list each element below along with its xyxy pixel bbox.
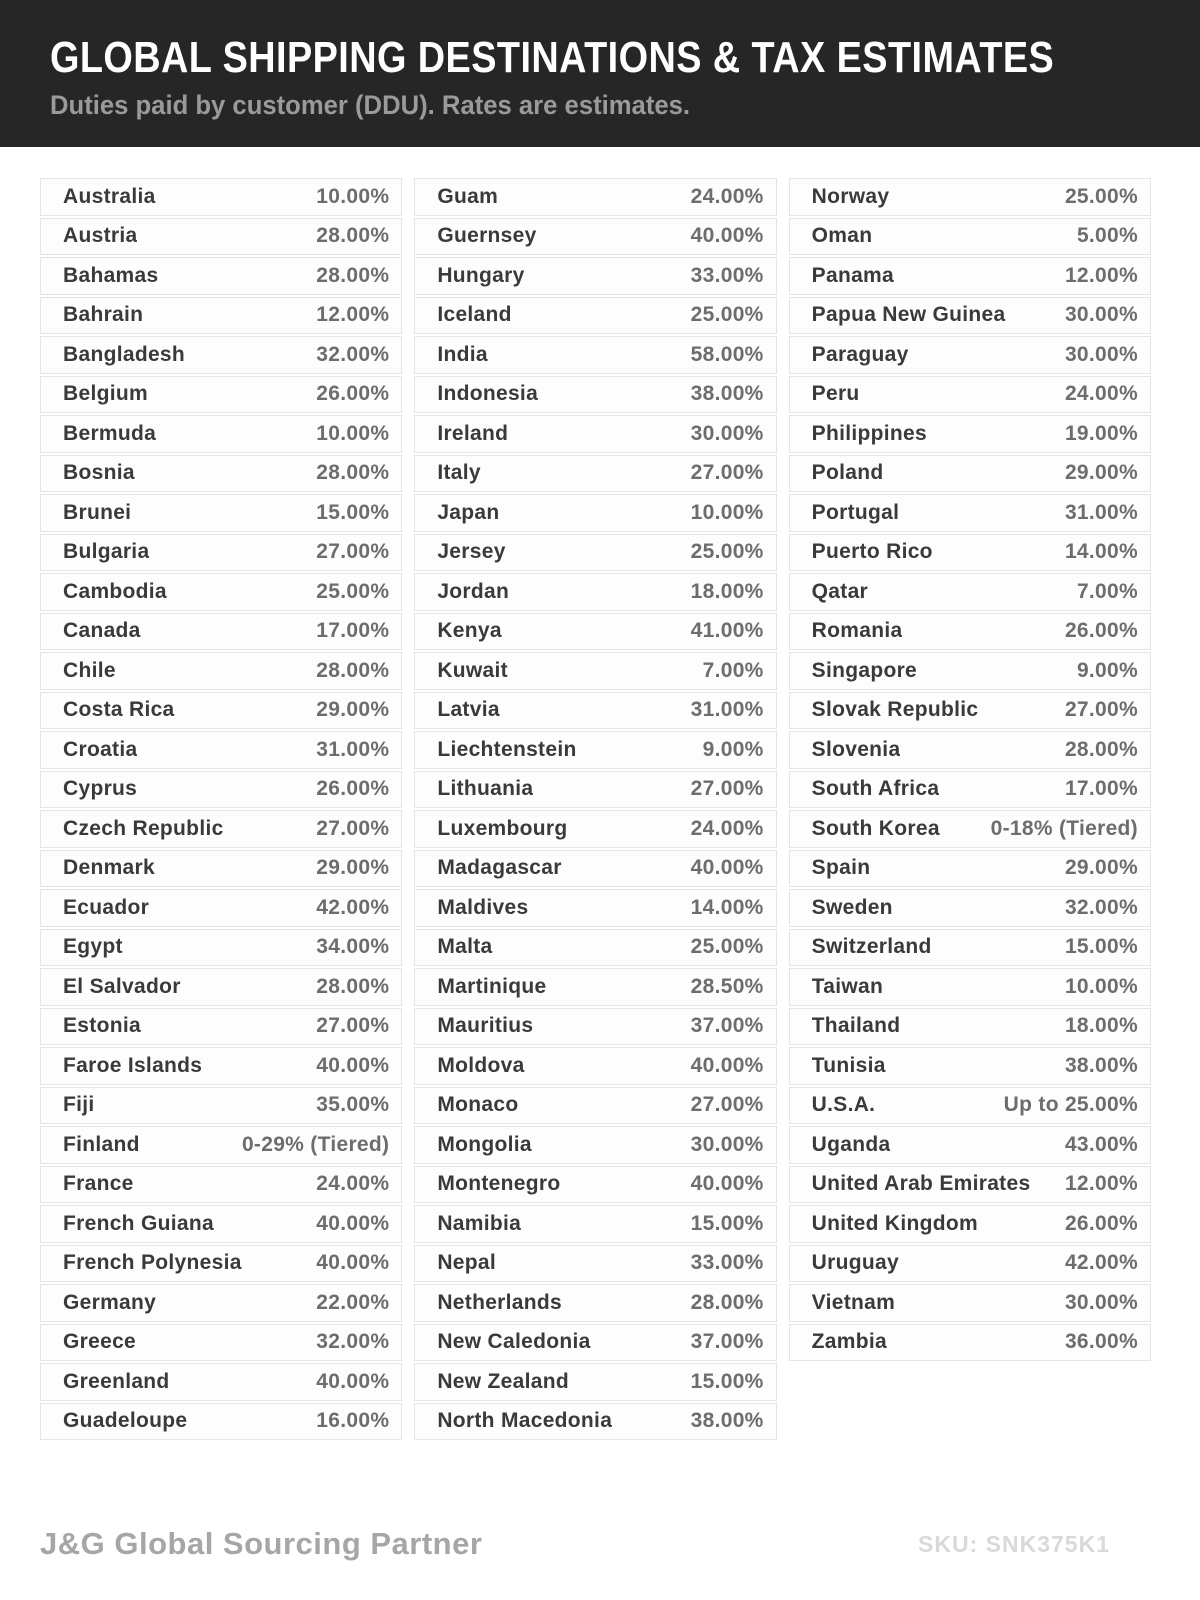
tax-rate: 24.00% [690, 816, 764, 840]
tax-rate: 25.00% [690, 303, 764, 327]
table-row [40, 336, 402, 374]
tax-rate: 28.00% [316, 461, 390, 485]
tax-rate: 30.00% [690, 421, 764, 445]
tax-rate: 27.00% [690, 1093, 764, 1117]
tax-rate: 25.00% [316, 579, 390, 603]
tax-rate: 27.00% [1064, 698, 1138, 722]
country-name: Portugal [811, 500, 900, 524]
rate-column-2 [414, 178, 776, 1442]
table-row [414, 494, 776, 532]
tax-rate: 15.00% [690, 1211, 764, 1235]
table-row [414, 1324, 776, 1362]
country-name: Thailand [811, 1014, 901, 1038]
tax-rate: 30.00% [1064, 303, 1138, 327]
table-row [414, 1363, 776, 1401]
country-name: Romania [811, 619, 903, 643]
tax-rate: 36.00% [1064, 1330, 1138, 1354]
tax-rate: 27.00% [690, 461, 764, 485]
rate-column-3 [789, 178, 1151, 1442]
table-row [789, 850, 1151, 888]
table-row [789, 652, 1151, 690]
table-row [40, 850, 402, 888]
country-name: Montenegro [437, 1172, 561, 1196]
tax-rate: 31.00% [316, 737, 390, 761]
table-row [789, 218, 1151, 256]
country-name: Guernsey [437, 224, 537, 248]
table-row [789, 494, 1151, 532]
tax-rate: 25.00% [690, 540, 764, 564]
table-row [40, 1166, 402, 1204]
country-name: Philippines [811, 421, 927, 445]
brand-name: J&G Global Sourcing Partner [40, 1526, 483, 1561]
tax-rate: 17.00% [1064, 777, 1138, 801]
tax-rate: 16.00% [316, 1409, 390, 1433]
country-name: Faroe Islands [63, 1053, 203, 1077]
table-row [40, 1047, 402, 1085]
table-row [414, 297, 776, 335]
country-name: Slovak Republic [811, 698, 979, 722]
tax-rate: 12.00% [1064, 263, 1138, 287]
country-name: Cambodia [63, 579, 167, 603]
table-row [40, 652, 402, 690]
table-row [789, 178, 1151, 216]
tax-rate: 14.00% [1064, 540, 1138, 564]
country-name: Bosnia [63, 461, 135, 485]
tax-rate: 14.00% [690, 895, 764, 919]
rates-table [40, 178, 1151, 1442]
country-name: Indonesia [437, 382, 539, 406]
tax-rate: 29.00% [316, 856, 390, 880]
tax-rate: 38.00% [1064, 1053, 1138, 1077]
tax-rate: 12.00% [1064, 1172, 1138, 1196]
table-row [40, 1324, 402, 1362]
table-row [789, 415, 1151, 453]
country-name: New Caledonia [437, 1330, 591, 1354]
country-name: New Zealand [437, 1369, 569, 1393]
country-name: Italy [437, 461, 481, 485]
table-row [40, 178, 402, 216]
tax-rate: 31.00% [690, 698, 764, 722]
tax-rate: 28.00% [316, 974, 390, 998]
tax-rate: 40.00% [690, 224, 764, 248]
table-row [414, 573, 776, 611]
country-name: Moldova [437, 1053, 525, 1077]
country-name: Greece [63, 1330, 137, 1354]
country-name: Croatia [63, 737, 138, 761]
table-row [414, 534, 776, 572]
country-name: France [63, 1172, 134, 1196]
country-name: Luxembourg [437, 816, 568, 840]
tax-rate: 40.00% [316, 1251, 390, 1275]
tax-rate: 28.50% [690, 974, 764, 998]
country-name: Chile [63, 658, 116, 682]
table-row [789, 376, 1151, 414]
country-name: Netherlands [437, 1290, 562, 1314]
table-row [40, 376, 402, 414]
table-row [414, 889, 776, 927]
table-row [789, 1126, 1151, 1164]
table-row [414, 1205, 776, 1243]
table-row [414, 1403, 776, 1441]
table-row [414, 1087, 776, 1125]
table-row [40, 455, 402, 493]
country-name: Belgium [63, 382, 148, 406]
table-row [789, 889, 1151, 927]
country-name: Vietnam [811, 1290, 896, 1314]
country-name: Oman [811, 224, 873, 248]
country-name: North Macedonia [437, 1409, 613, 1433]
tax-rate: 28.00% [690, 1290, 764, 1314]
page-title: GLOBAL SHIPPING DESTINATIONS & TAX ESTIMATES [50, 33, 1055, 82]
table-row [414, 376, 776, 414]
country-name: French Polynesia [63, 1251, 242, 1275]
country-name: Zambia [811, 1330, 887, 1354]
table-row [414, 178, 776, 216]
tax-rate: 19.00% [1064, 421, 1138, 445]
country-name: Monaco [437, 1093, 519, 1117]
country-name: Guam [437, 184, 499, 208]
country-name: Finland [63, 1132, 140, 1156]
tax-rate: 40.00% [316, 1211, 390, 1235]
country-name: Czech Republic [63, 816, 224, 840]
table-row [40, 731, 402, 769]
country-name: Hungary [437, 263, 525, 287]
table-row [40, 1205, 402, 1243]
table-row [414, 810, 776, 848]
tax-rate: 28.00% [1064, 737, 1138, 761]
table-row [40, 1087, 402, 1125]
tax-rate: 43.00% [1064, 1132, 1138, 1156]
table-row [414, 1284, 776, 1322]
rate-column-1 [40, 178, 402, 1442]
table-row [414, 1166, 776, 1204]
table-row [789, 1324, 1151, 1362]
country-name: Fiji [63, 1093, 95, 1117]
tax-rate: 37.00% [690, 1330, 764, 1354]
tax-rate: 26.00% [316, 777, 390, 801]
country-name: Bahrain [63, 303, 144, 327]
country-name: Martinique [437, 974, 547, 998]
country-name: Guadeloupe [63, 1409, 188, 1433]
tax-rate: 30.00% [1064, 342, 1138, 366]
tax-rate: 15.00% [690, 1369, 764, 1393]
country-name: Spain [811, 856, 871, 880]
country-name: Malta [437, 935, 493, 959]
country-name: Ireland [437, 421, 509, 445]
country-name: Bangladesh [63, 342, 186, 366]
country-name: Panama [811, 263, 895, 287]
table-row [40, 810, 402, 848]
tax-rate: 40.00% [316, 1369, 390, 1393]
table-row [789, 613, 1151, 651]
table-row [40, 1284, 402, 1322]
tax-rate: 27.00% [316, 1014, 390, 1038]
table-row [789, 968, 1151, 1006]
tax-rate: 35.00% [316, 1093, 390, 1117]
table-row [414, 1008, 776, 1046]
table-row [789, 731, 1151, 769]
table-row [789, 297, 1151, 335]
tax-rate: 9.00% [702, 737, 764, 761]
table-row [414, 1047, 776, 1085]
country-name: U.S.A. [811, 1093, 876, 1117]
tax-rate: 29.00% [1064, 856, 1138, 880]
table-row [414, 218, 776, 256]
table-row [789, 929, 1151, 967]
footer [40, 1526, 1110, 1562]
country-name: Japan [437, 500, 500, 524]
table-row [789, 810, 1151, 848]
table-row [789, 336, 1151, 374]
country-name: Liechtenstein [437, 737, 577, 761]
page-subtitle: Duties paid by customer (DDU). Rates are estimates. [50, 90, 691, 120]
table-row [414, 731, 776, 769]
tax-rate: 28.00% [316, 224, 390, 248]
tax-rate: 26.00% [1064, 619, 1138, 643]
table-row [40, 494, 402, 532]
tax-rate: 38.00% [690, 382, 764, 406]
tax-rate: 7.00% [702, 658, 764, 682]
country-name: Tunisia [811, 1053, 886, 1077]
tax-rate: 27.00% [316, 816, 390, 840]
tax-rate: 28.00% [316, 658, 390, 682]
tax-rate: 40.00% [316, 1053, 390, 1077]
country-name: Peru [811, 382, 860, 406]
table-row [40, 257, 402, 295]
tax-rate: Up to 25.00% [1003, 1093, 1138, 1117]
country-name: Germany [63, 1290, 157, 1314]
tax-rate: 32.00% [316, 342, 390, 366]
table-row [414, 1245, 776, 1283]
table-row [414, 968, 776, 1006]
table-row [414, 692, 776, 730]
tax-rate: 18.00% [1064, 1014, 1138, 1038]
sku-label: SKU: SNK375K1 [918, 1530, 1110, 1557]
table-row [789, 1205, 1151, 1243]
table-row [789, 1087, 1151, 1125]
country-name: Paraguay [811, 342, 909, 366]
table-row [789, 1008, 1151, 1046]
table-row [789, 1166, 1151, 1204]
country-name: Uganda [811, 1132, 891, 1156]
tax-rate: 10.00% [316, 421, 390, 445]
country-name: Costa Rica [63, 698, 175, 722]
country-name: Jordan [437, 579, 510, 603]
country-name: Madagascar [437, 856, 562, 880]
table-row [40, 771, 402, 809]
tax-rate: 40.00% [690, 1172, 764, 1196]
country-name: Canada [63, 619, 141, 643]
country-name: Denmark [63, 856, 155, 880]
country-name: Ecuador [63, 895, 150, 919]
table-row [789, 771, 1151, 809]
country-name: Mauritius [437, 1014, 534, 1038]
tax-rate: 32.00% [316, 1330, 390, 1354]
table-row [40, 889, 402, 927]
table-row [789, 257, 1151, 295]
table-row [789, 534, 1151, 572]
tax-rate: 29.00% [1064, 461, 1138, 485]
tax-rate: 24.00% [316, 1172, 390, 1196]
tax-rate: 17.00% [316, 619, 390, 643]
tax-rate: 10.00% [690, 500, 764, 524]
table-row [40, 1008, 402, 1046]
table-row [40, 929, 402, 967]
tax-rate: 0-29% (Tiered) [241, 1132, 390, 1156]
tax-rate: 34.00% [316, 935, 390, 959]
table-row [414, 613, 776, 651]
table-row [40, 1245, 402, 1283]
tax-rate: 15.00% [1064, 935, 1138, 959]
country-name: Uruguay [811, 1251, 899, 1275]
tax-rate: 7.00% [1076, 579, 1138, 603]
table-row [40, 1403, 402, 1441]
country-name: Maldives [437, 895, 529, 919]
tax-rate: 32.00% [1064, 895, 1138, 919]
country-name: Greenland [63, 1369, 170, 1393]
country-name: Kenya [437, 619, 502, 643]
table-row [40, 573, 402, 611]
table-row [414, 1126, 776, 1164]
country-name: Latvia [437, 698, 500, 722]
country-name: South Korea [811, 816, 940, 840]
table-row [40, 692, 402, 730]
tax-rate: 29.00% [316, 698, 390, 722]
tax-rate: 12.00% [316, 303, 390, 327]
table-row [414, 929, 776, 967]
tax-rate: 26.00% [1064, 1211, 1138, 1235]
tax-rate: 27.00% [690, 777, 764, 801]
country-name: Brunei [63, 500, 132, 524]
country-name: Estonia [63, 1014, 141, 1038]
tax-rate: 10.00% [1064, 974, 1138, 998]
country-name: Slovenia [811, 737, 901, 761]
table-row [789, 573, 1151, 611]
tax-rate: 10.00% [316, 184, 390, 208]
country-name: Poland [811, 461, 884, 485]
tax-rate: 31.00% [1064, 500, 1138, 524]
country-name: Nepal [437, 1251, 497, 1275]
tax-rate: 27.00% [316, 540, 390, 564]
tax-rate: 42.00% [316, 895, 390, 919]
country-name: Bermuda [63, 421, 157, 445]
table-row [414, 771, 776, 809]
table-row [789, 455, 1151, 493]
country-name: Lithuania [437, 777, 534, 801]
country-name: United Arab Emirates [811, 1172, 1031, 1196]
table-row [40, 297, 402, 335]
country-name: El Salvador [63, 974, 181, 998]
tax-rate: 33.00% [690, 263, 764, 287]
tax-rate: 24.00% [1064, 382, 1138, 406]
tax-rate: 25.00% [690, 935, 764, 959]
tax-rate: 15.00% [316, 500, 390, 524]
country-name: French Guiana [63, 1211, 214, 1235]
table-row [789, 692, 1151, 730]
tax-rate: 38.00% [690, 1409, 764, 1433]
country-name: Switzerland [811, 935, 932, 959]
tax-rate: 37.00% [690, 1014, 764, 1038]
tax-rate: 33.00% [690, 1251, 764, 1275]
tax-rate: 24.00% [690, 184, 764, 208]
tax-rate: 42.00% [1064, 1251, 1138, 1275]
table-row [414, 455, 776, 493]
country-name: Cyprus [63, 777, 138, 801]
tax-rate: 58.00% [690, 342, 764, 366]
table-row [789, 1047, 1151, 1085]
country-name: United Kingdom [811, 1211, 979, 1235]
table-row [40, 1363, 402, 1401]
country-name: Qatar [811, 579, 869, 603]
country-name: Norway [811, 184, 890, 208]
country-name: Egypt [63, 935, 123, 959]
table-row [40, 968, 402, 1006]
table-row [414, 415, 776, 453]
table-row [789, 1284, 1151, 1322]
country-name: Singapore [811, 658, 918, 682]
table-row [40, 613, 402, 651]
country-name: Taiwan [811, 974, 884, 998]
tax-rate: 26.00% [316, 382, 390, 406]
tax-rate: 40.00% [690, 1053, 764, 1077]
table-row [789, 1245, 1151, 1283]
country-name: Namibia [437, 1211, 522, 1235]
tax-rate: 5.00% [1076, 224, 1138, 248]
country-name: India [437, 342, 488, 366]
tax-rate: 9.00% [1076, 658, 1138, 682]
table-row [414, 336, 776, 374]
tax-rate: 28.00% [316, 263, 390, 287]
tax-rate: 41.00% [690, 619, 764, 643]
country-name: Iceland [437, 303, 512, 327]
country-name: Australia [63, 184, 156, 208]
country-name: Mongolia [437, 1132, 532, 1156]
country-name: South Africa [811, 777, 940, 801]
table-row [40, 1126, 402, 1164]
tax-rate: 0-18% (Tiered) [990, 816, 1138, 840]
tax-rate: 30.00% [1064, 1290, 1138, 1314]
country-name: Papua New Guinea [811, 303, 1006, 327]
tax-rate: 18.00% [690, 579, 764, 603]
header-banner [0, 0, 1200, 147]
table-row [414, 652, 776, 690]
tax-rate: 40.00% [690, 856, 764, 880]
tax-rate: 22.00% [316, 1290, 390, 1314]
table-row [40, 218, 402, 256]
table-row [40, 415, 402, 453]
table-row [40, 534, 402, 572]
country-name: Puerto Rico [811, 540, 933, 564]
country-name: Austria [63, 224, 138, 248]
country-name: Jersey [437, 540, 506, 564]
tax-rate: 30.00% [690, 1132, 764, 1156]
table-row [414, 850, 776, 888]
country-name: Sweden [811, 895, 893, 919]
tax-rate: 25.00% [1064, 184, 1138, 208]
table-row [414, 257, 776, 295]
country-name: Bulgaria [63, 540, 150, 564]
country-name: Bahamas [63, 263, 159, 287]
country-name: Kuwait [437, 658, 508, 682]
